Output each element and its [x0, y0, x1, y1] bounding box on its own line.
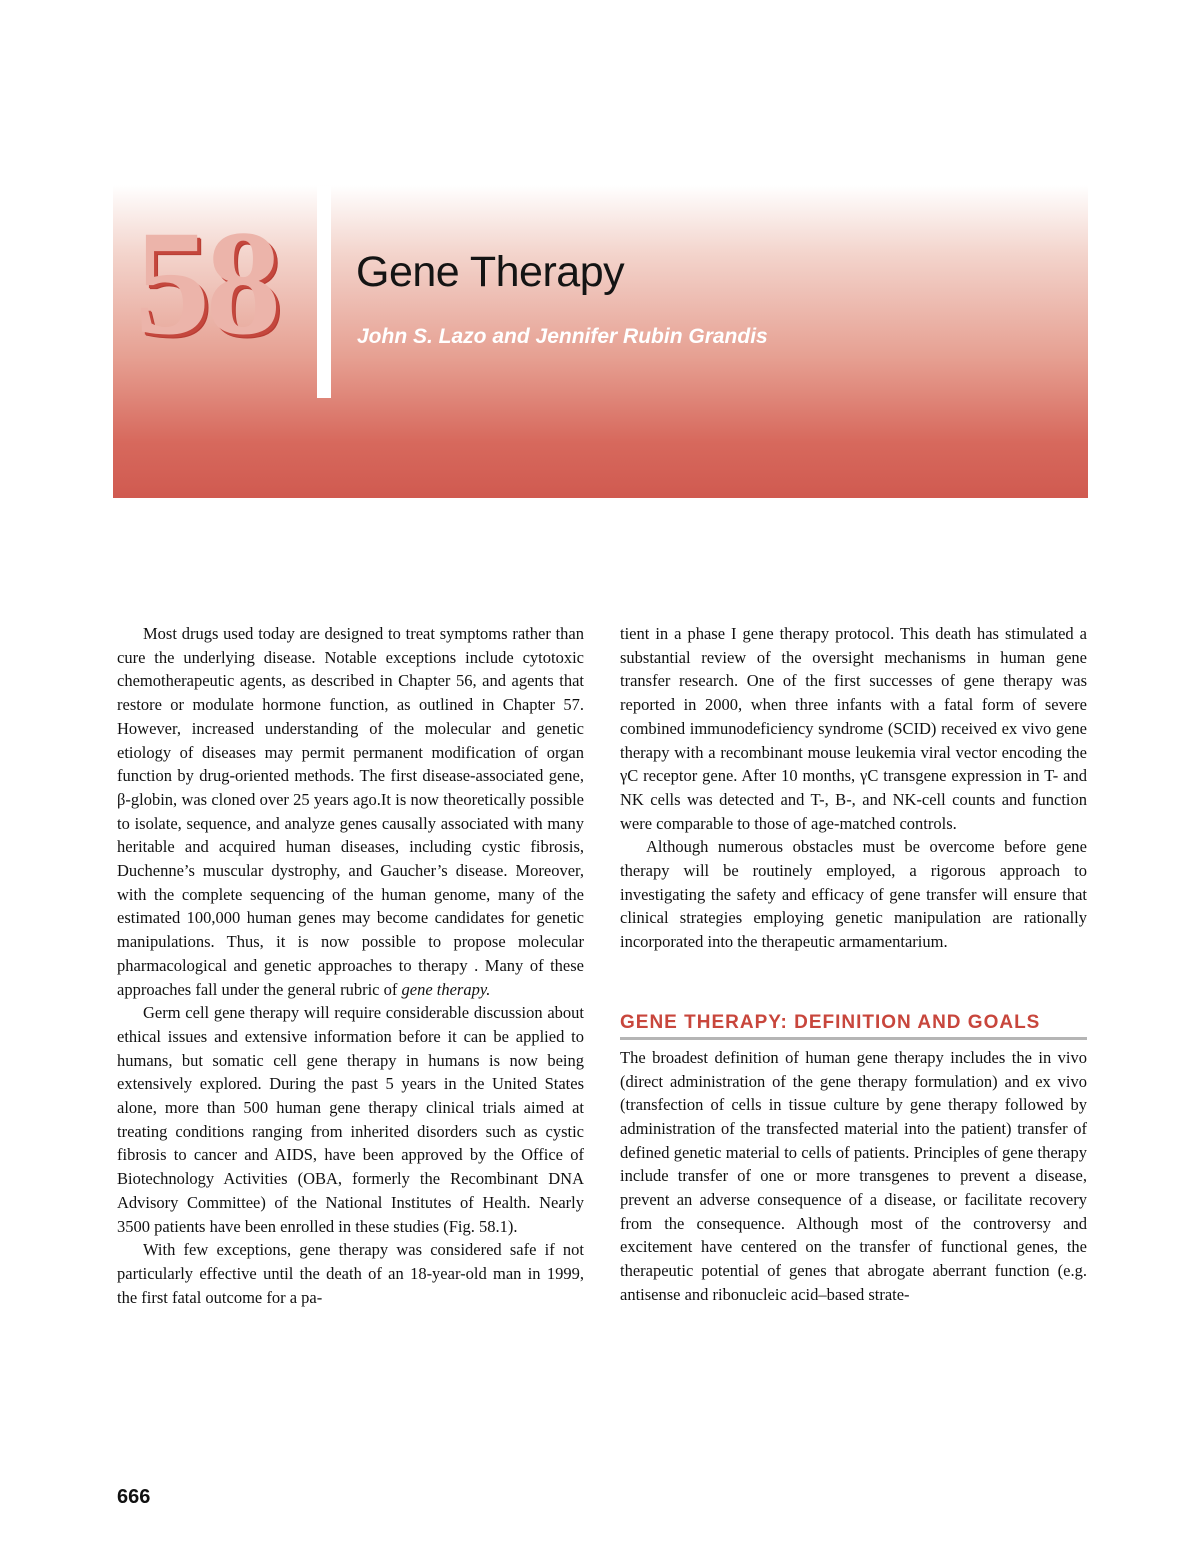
paragraph: The broadest definition of human gene therapy includes the in vivo (direct administration of the gene therapy formulation) and ex vivo (transfection of cells in tissue culture by gene therapy followed by administration of the transfected material into the patient) transfer of defined genetic material to cells of patients. Principles of gene therapy include transfer of one or more transgenes to prevent a disease, prevent an adverse consequence of a disease, or facilitate recovery from the consequence. Although most of the controversy and excitement have centered on the transfer of functional genes, the therapeutic potential of genes that abrogate aberrant function (e.g. antisense and ribonucleic acid–based strate- — [620, 1047, 1087, 1304]
chapter-authors: John S. Lazo and Jennifer Rubin Grandis — [357, 325, 768, 348]
chapter-title: Gene Therapy — [356, 248, 625, 296]
left-text-column — [117, 622, 584, 1309]
right-text-column — [620, 622, 1087, 1307]
paragraph: tient in a phase I gene therapy protocol. This death has stimulated a substantial review of the oversight mechanisms in human gene transfer research. One of the first successes of gene therapy was reported in 2000, when three infants with a fatal form of severe combined immunodeficiency syndrome (SCID) received ex vivo gene therapy with a recombinant mouse leukemia viral vector encoding the γC receptor gene. After 10 months, γC transgene expression in T- and NK cells was detected and T-, B-, and NK-cell counts and function were comparable to those of age-matched controls. — [620, 624, 1087, 833]
paragraph-text: Most drugs used today are designed to treat symptoms rather than cure the underlying disease. Notable exceptions include cytotoxic chemotherapeutic agents, as described in Chapter 56, and agents that restore or modulate hormone function, as outlined in Chapter 57. However, increased understanding of the molecular and genetic etiology of diseases may permit permanent modification of organ function by drug-oriented methods. The first disease-associated gene, β-globin, was cloned over 25 years ago.It is now theoretically possible to isolate, sequence, and analyze genes causally associated with many heritable and acquired human diseases, including cystic fibrosis, Duchenne’s muscular dystrophy, and Gaucher’s disease. Moreover, with the complete sequencing of the human genome, many of the estimated 100,000 human genes may become candidates for genetic manipulations. Thus, it is now possible to propose molecular pharmacological and genetic approaches to therapy . Many of these approaches fall under the general rubric of — [117, 624, 584, 999]
chapter-divider-rule — [317, 186, 331, 398]
paragraph: Germ cell gene therapy will require considerable discussion about ethical issues and extensive information before it can be applied to humans, but somatic cell gene therapy in humans is now being extensively explored. During the past 5 years in the United States alone, more than 500 human gene therapy clinical trials aimed at treating conditions ranging from inherited disorders such as cystic fibrosis to cancer and AIDS, have been approved by the Office of Biotechnology Activities (OBA, formerly the Recombinant DNA Advisory Committee) of the National Institutes of Health. Nearly 3500 patients have been enrolled in these studies (Fig. 58.1). — [117, 1003, 584, 1236]
paragraph: Although numerous obstacles must be overcome before gene therapy will be routinely employed, a rigorous approach to investigating the safety and efficacy of gene transfer will ensure that clinical strategies employing genetic manipulation are rationally incorporated into the therapeutic armamentarium. — [620, 837, 1087, 952]
italic-term: gene therapy. — [401, 979, 491, 999]
paragraph: With few exceptions, gene therapy was considered safe if not particularly effective until the death of an 18-year-old man in 1999, the first fatal outcome for a pa- — [117, 1240, 584, 1307]
paragraph — [117, 622, 584, 1001]
page-number: 666 — [117, 1486, 151, 1508]
section-heading: GENE THERAPY: DEFINITION AND GOALS — [620, 1012, 1087, 1040]
chapter-number: 58 — [135, 200, 277, 366]
